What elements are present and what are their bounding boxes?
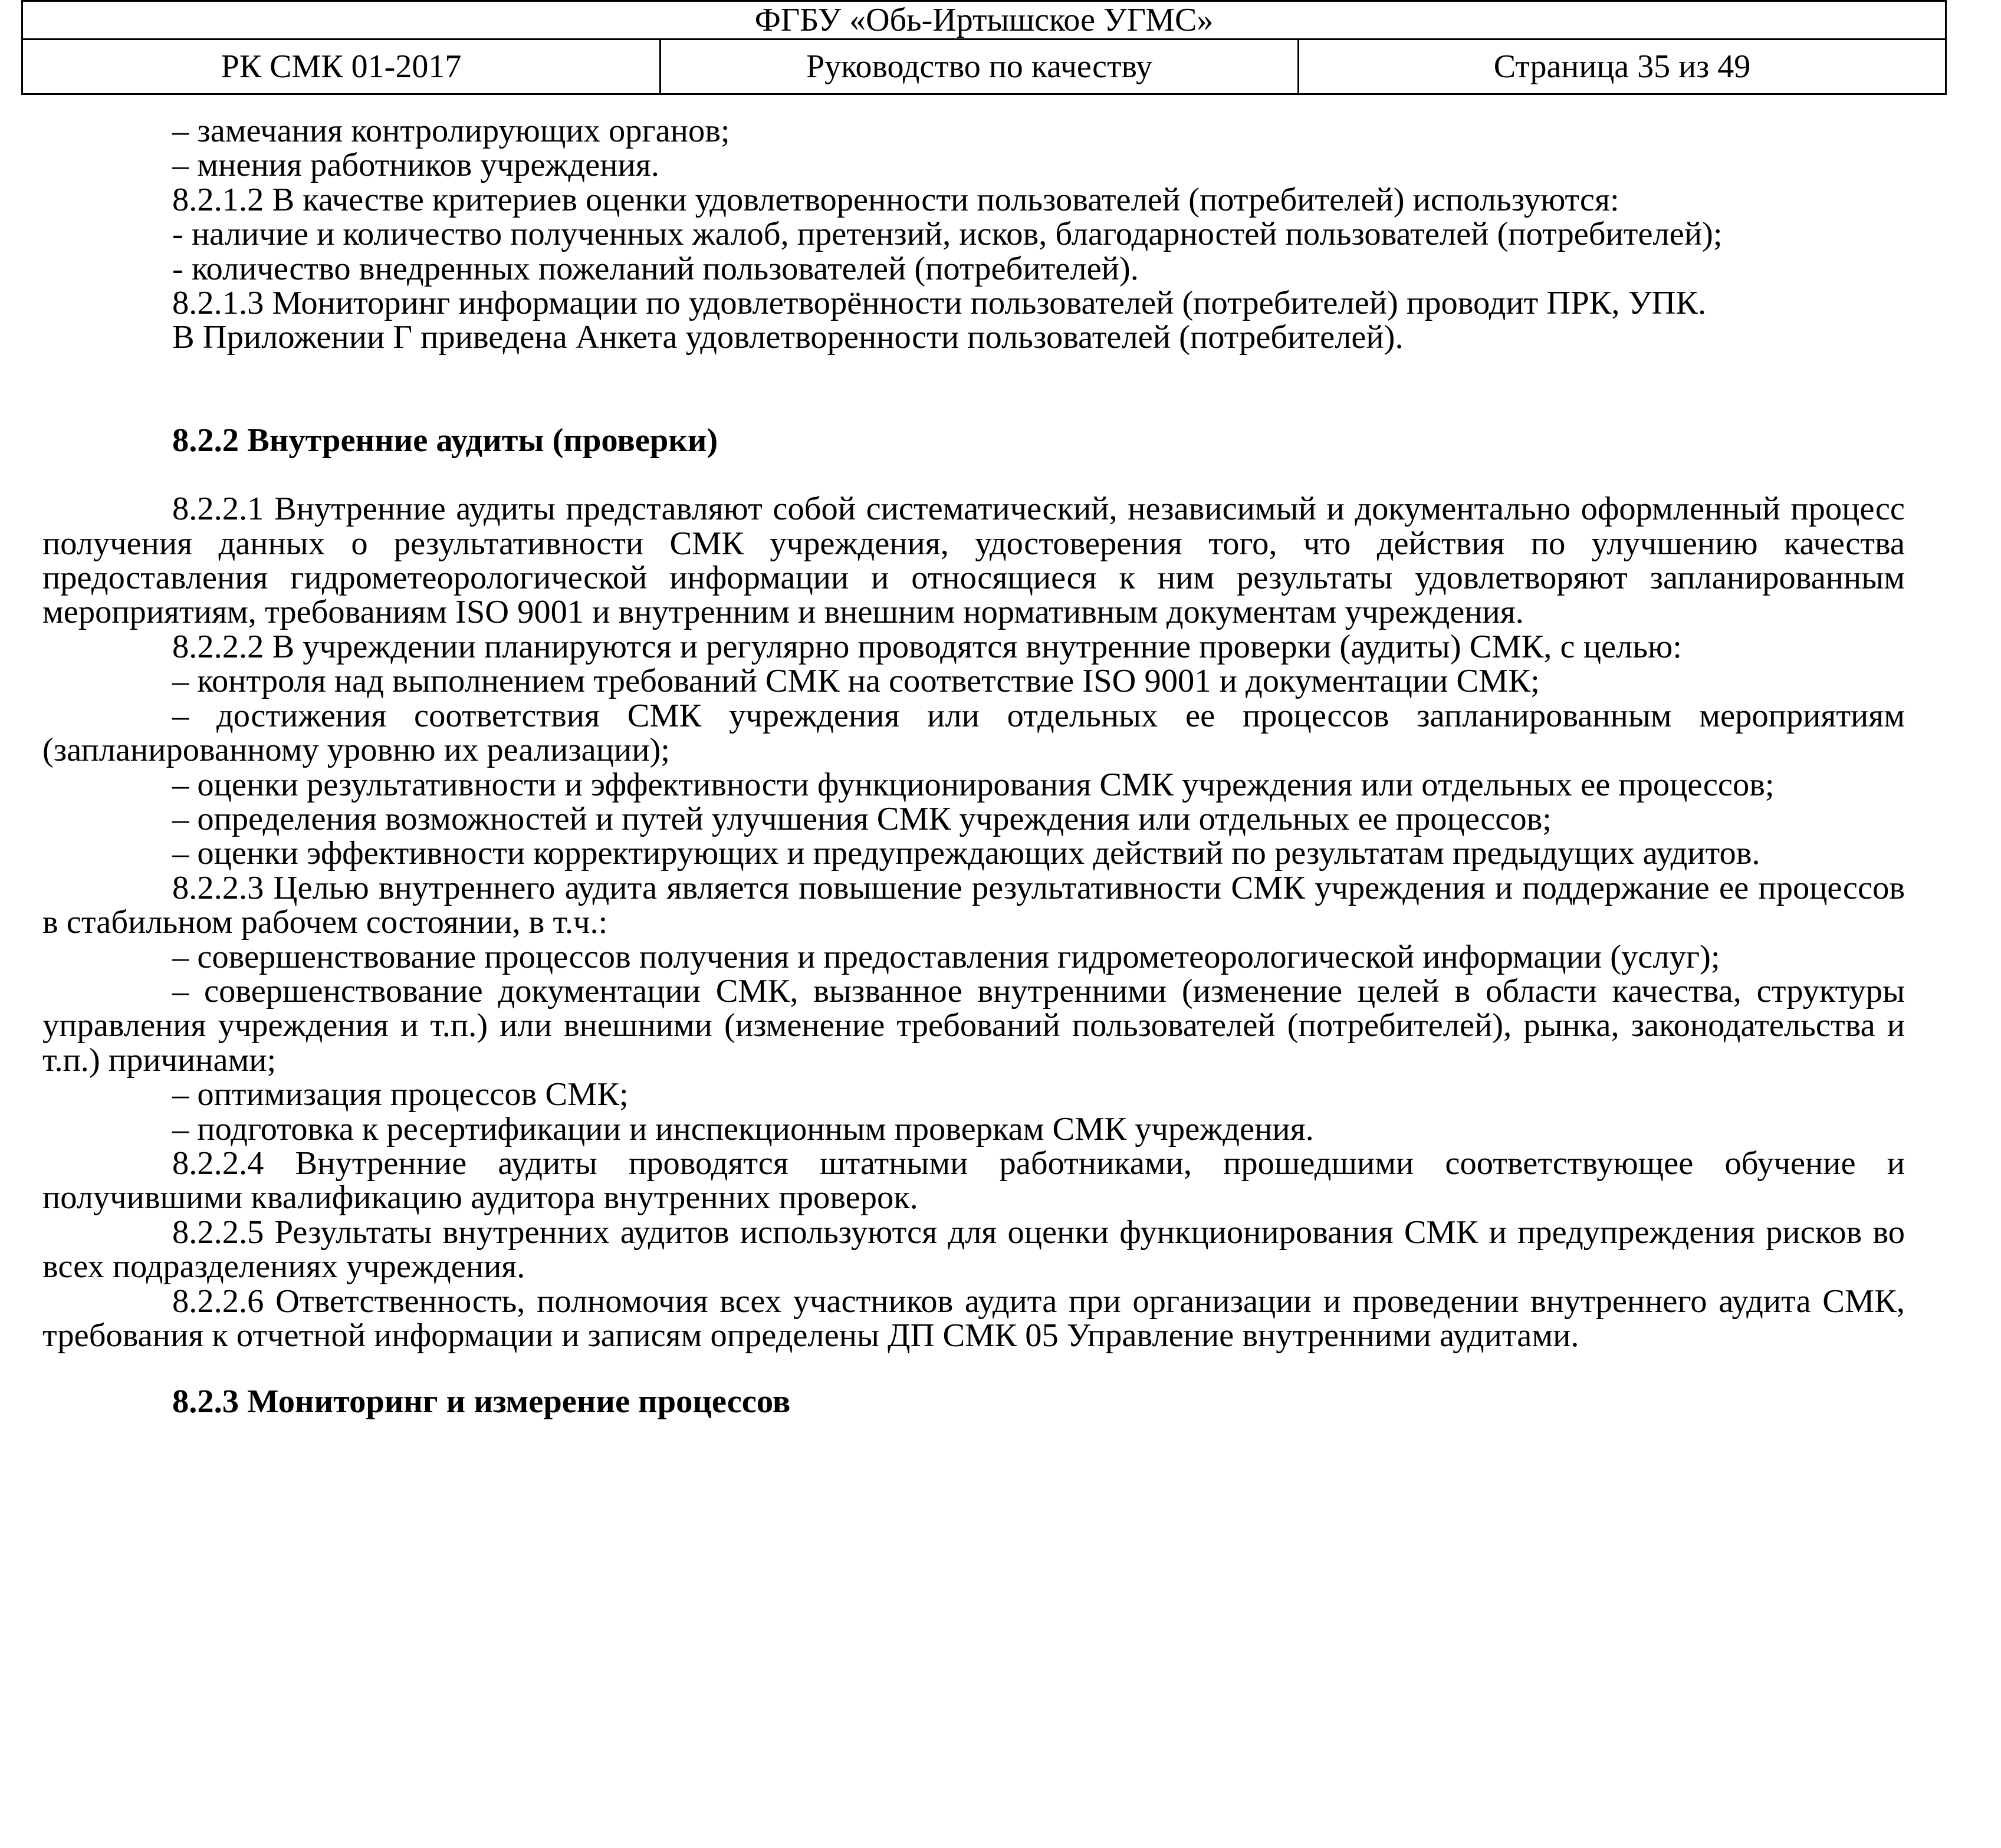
section-heading-8-2-2: 8.2.2 Внутренние аудиты (проверки) bbox=[172, 422, 718, 459]
paragraph: 8.2.1.3 Мониторинг информации по удовлетворённости пользователей (потребителей) проводит ПРК, УПК. bbox=[172, 285, 1707, 322]
paragraph: 8.2.2.2 В учреждении планируются и регулярно проводятся внутренние проверки (аудиты) СМК, с целью: bbox=[172, 628, 1682, 665]
paragraph: 8.2.2.4 Внутренние аудиты проводятся штатными работниками, прошедшими соответствующее обучение и получившими квалификацию аудитора внутренних проверок. bbox=[42, 1145, 1905, 1216]
paragraph: – оценки эффективности корректирующих и предупреждающих действий по результатам предыдущих аудитов. bbox=[172, 835, 1760, 872]
page-number: Страница 35 из 49 bbox=[1299, 40, 1946, 94]
paragraph: В Приложении Г приведена Анкета удовлетворенности пользователей (потребителей). bbox=[172, 319, 1404, 356]
paragraph: - количество внедренных пожеланий пользователей (потребителей). bbox=[172, 250, 1139, 287]
header-meta-row bbox=[22, 40, 1946, 94]
document-title: Руководство по качеству bbox=[661, 40, 1299, 94]
document-header-table bbox=[21, 0, 1947, 95]
section-heading-8-2-3: 8.2.3 Мониторинг и измерение процессов bbox=[172, 1383, 791, 1420]
paragraph: – совершенствование процессов получения и предоставления гидрометеорологической информации (услуг); bbox=[172, 938, 1720, 975]
header-title-row bbox=[22, 1, 1946, 40]
paragraph: – оценки результативности и эффективности функционирования СМК учреждения или отдельных ее процессов; bbox=[172, 766, 1775, 803]
organization-name: ФГБУ «Обь-Иртышское УГМС» bbox=[22, 1, 1946, 40]
paragraph: – контроля над выполнением требований СМК на соответствие ISO 9001 и документации СМК; bbox=[172, 663, 1540, 700]
paragraph: 8.2.2.1 Внутренние аудиты представляют собой систематический, независимый и документально оформленный процесс получения данных о результативности СМК учреждения, удостоверения того, что действия по улучшению качества предоставления гидрометеорологической информации и относящиеся к ним результаты удовлетворяют запланированным мероприятиям, требованиям ISO 9001 и внутренним и внешним нормативным документам учреждения. bbox=[42, 491, 1905, 631]
spacer bbox=[42, 458, 1905, 492]
paragraph: – оптимизация процессов СМК; bbox=[172, 1076, 629, 1113]
paragraph: – мнения работников учреждения. bbox=[172, 147, 659, 184]
spacer bbox=[42, 1353, 1905, 1385]
paragraph: 8.2.2.6 Ответственность, полномочия всех участников аудита при организации и проведении внутреннего аудита СМК, требования к отчетной информации и записям определены ДП СМК 05 Управление внутренними аудитами. bbox=[42, 1283, 1905, 1354]
paragraph: – совершенствование документации СМК, вызванное внутренними (изменение целей в области качества, структуры управления учреждения и т.п.) или внешними (изменение требований пользователей (потребителей), рынка, законодательства и т.п.) причинами; bbox=[42, 972, 1905, 1078]
paragraph: 8.2.2.5 Результаты внутренних аудитов используются для оценки функционирования СМК и предупреждения рисков во всех подразделениях учреждения. bbox=[42, 1214, 1905, 1285]
paragraph: – достижения соответствия СМК учреждения или отдельных ее процессов запланированным мероприятиям (запланированному уровню их реализации); bbox=[42, 697, 1905, 769]
spacer bbox=[42, 355, 1905, 423]
document-body bbox=[42, 114, 1905, 1419]
document-code: РК СМК 01-2017 bbox=[22, 40, 661, 94]
paragraph: 8.2.2.3 Целью внутреннего аудита является повышение результативности СМК учреждения и поддержание ее процессов в стабильном рабочем состоянии, в т.ч.: bbox=[42, 869, 1905, 941]
paragraph: – определения возможностей и путей улучшения СМК учреждения или отдельных ее процессов; bbox=[172, 800, 1552, 837]
paragraph: - наличие и количество полученных жалоб, претензий, исков, благодарностей пользователей (потребителей); bbox=[172, 216, 1723, 253]
paragraph: 8.2.1.2 В качестве критериев оценки удовлетворенности пользователей (потребителей) используются: bbox=[172, 181, 1619, 218]
paragraph: – замечания контролирующих органов; bbox=[172, 113, 730, 149]
paragraph: – подготовка к ресертификации и инспекционным проверкам СМК учреждения. bbox=[172, 1110, 1314, 1147]
